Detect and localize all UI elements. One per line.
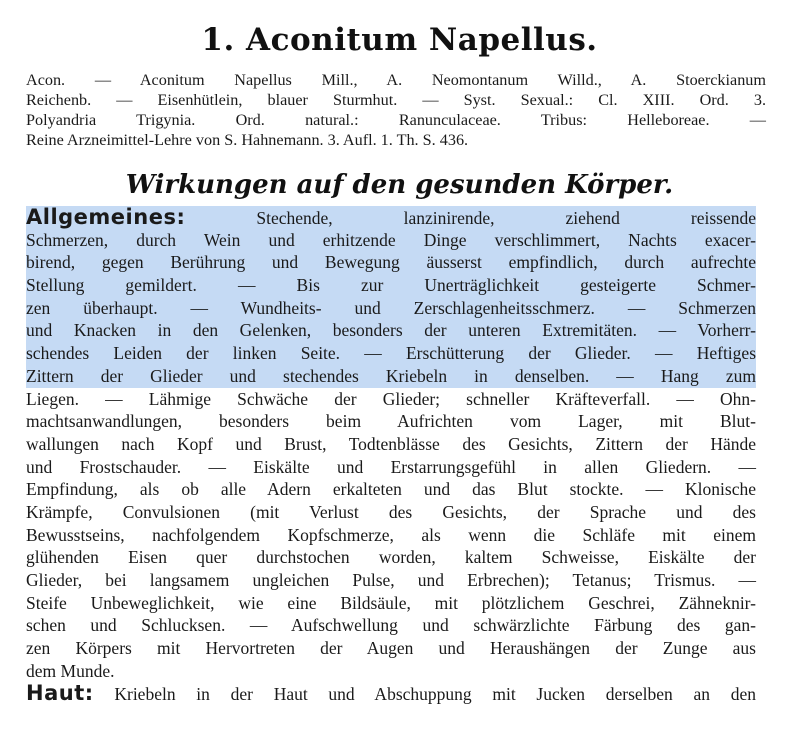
section-heading-haut: Haut:	[26, 681, 94, 706]
text-line-highlighted[interactable]	[26, 206, 756, 229]
text-line[interactable]: dem Munde.	[26, 660, 115, 681]
page-title: 1. Aconitum Napellus.	[201, 22, 598, 58]
text-line-highlighted[interactable]: zen überhaupt. — Wundheits- und Zerschlagenheitsschmerz. — Schmerzen	[26, 297, 756, 318]
text-line-highlighted[interactable]: birend, gegen Berührung und Bewegung äusserst empfindlich, durch aufrechte	[26, 252, 756, 273]
text-line[interactable]: zen Körpers mit Hervortreten der Augen und Heraushängen der Zunge aus	[26, 638, 756, 659]
text-line[interactable]: und Frostschauder. — Eiskälte und Erstarrungsgefühl in allen Gliedern. —	[26, 456, 756, 477]
text-line[interactable]: Steife Unbeweglichkeit, wie eine Bildsäule, mit plötzlichem Geschrei, Zähneknir-	[26, 592, 756, 613]
text-line[interactable]: schen und Schlucksen. — Aufschwellung und schwärzlichte Färbung des gan-	[26, 615, 756, 636]
text-line[interactable]: Liegen. — Lähmige Schwäche der Glieder; schneller Kräfteverfall. — Ohn-	[26, 388, 756, 409]
text-line-highlighted[interactable]: Zittern der Glieder und stechendes Kriebeln in denselben. — Hang zum	[26, 365, 756, 386]
text-body	[26, 206, 756, 705]
text-line[interactable]: Bewusstseins, nachfolgendem Kopfschmerze, als wenn die Schläfe mit einem	[26, 524, 756, 545]
synonym-line: Reine Arzneimittel-Lehre von S. Hahnemann. 3. Aufl. 1. Th. S. 436.	[26, 131, 469, 149]
text-line[interactable]: Empfindung, als ob alle Adern erkalteten und das Blut stockte. — Klonische	[26, 479, 756, 500]
text-line-highlighted[interactable]: und Knacken in den Gelenken, besonders der unteren Extremitäten. — Vorherr-	[26, 320, 756, 341]
text-line[interactable]: glühenden Eisen quer durchstochen worden, kaltem Schweisse, Eiskälte der	[26, 547, 756, 568]
text-line[interactable]: wallungen nach Kopf und Brust, Todtenblässe des Gesichts, Zittern der Hände	[26, 433, 756, 454]
text-segment: Kriebeln in der Haut und Abschuppung mit Jucken derselben an den	[114, 684, 756, 705]
section-heading-allgemeines: Allgemeines:	[26, 205, 186, 229]
text-segment: Stechende, lanzinirende, ziehend reissende	[256, 208, 756, 228]
text-line-highlighted[interactable]: Schmerzen, durch Wein und erhitzende Dinge verschlimmert, Nachts exacer-	[26, 229, 756, 250]
text-line[interactable]: machtsanwandlungen, besonders beim Aufrichten vom Lager, mit Blut-	[26, 411, 756, 432]
text-line-highlighted[interactable]: Stellung gemildert. — Bis zur Unerträglichkeit gesteigerte Schmer-	[26, 275, 756, 296]
synonym-line: Polyandria Trigynia. Ord. natural.: Ranunculaceae. Tribus: Helleboreae. —	[26, 111, 766, 129]
synonym-line: Acon. — Aconitum Napellus Mill., A. Neomontanum Willd., A. Stoerckianum	[26, 71, 766, 89]
text-line[interactable]: Krämpfe, Convulsionen (mit Verlust des Gesichts, der Sprache und des	[26, 501, 756, 522]
synonyms-block	[26, 70, 766, 150]
synonym-line: Reichenb. — Eisenhütlein, blauer Sturmhut. — Syst. Sexual.: Cl. XIII. Ord. 3.	[26, 91, 766, 109]
text-line[interactable]: Glieder, bei langsamem ungleichen Pulse, und Erbrechen); Tetanus; Trismus. —	[26, 570, 756, 590]
text-line-haut[interactable]	[26, 682, 756, 705]
text-line-highlighted[interactable]: schendes Leiden der linken Seite. — Erschütterung der Glieder. — Heftiges	[26, 343, 756, 364]
section-subtitle: Wirkungen auf den gesunden Körper.	[125, 170, 674, 200]
